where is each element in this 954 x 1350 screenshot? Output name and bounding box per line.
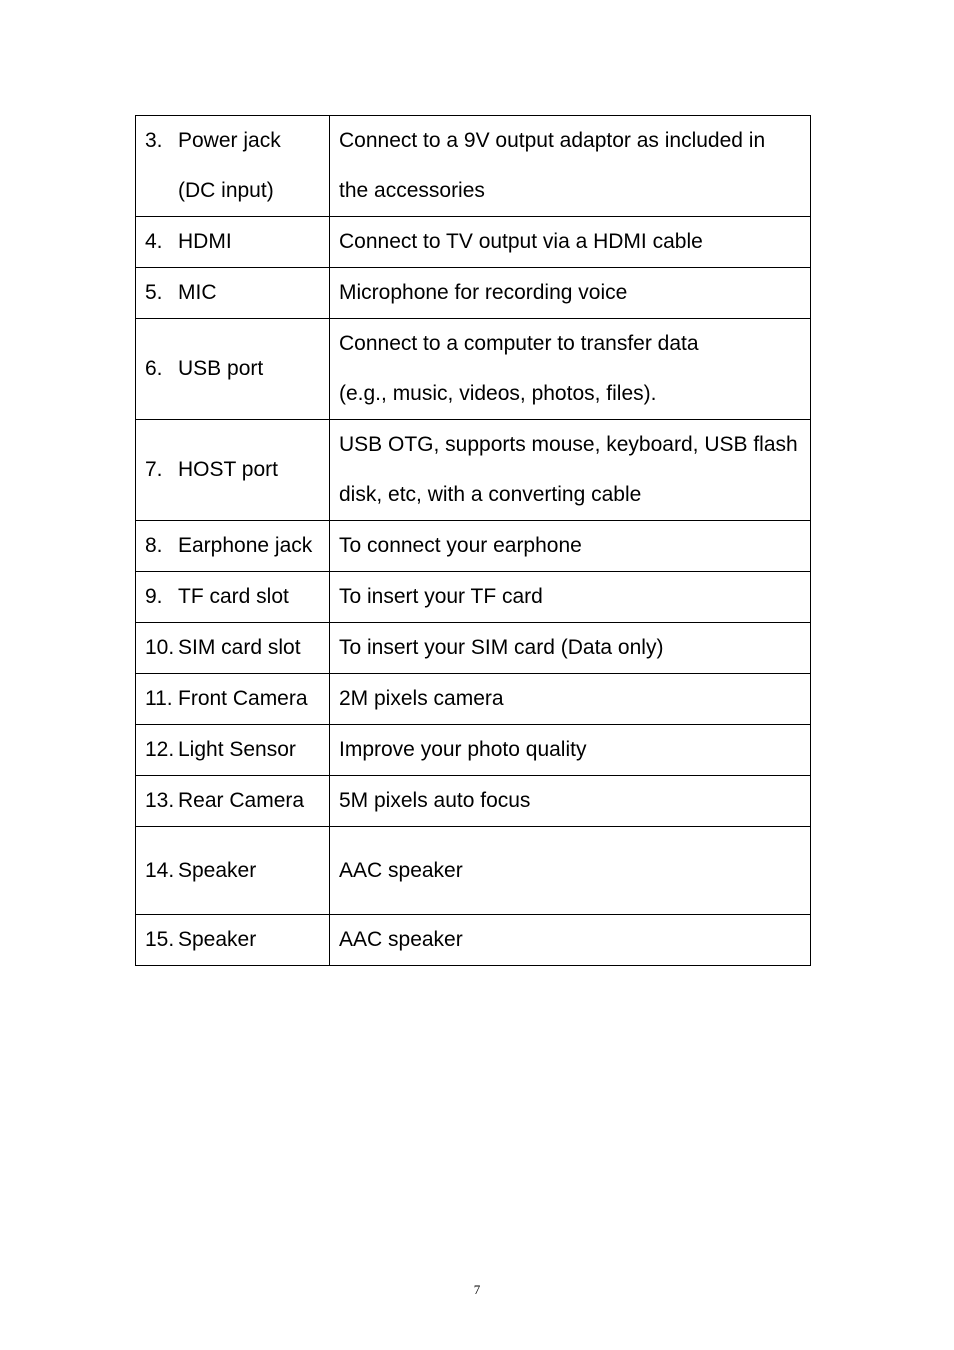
item-number: 5. (145, 281, 163, 304)
description-cell (330, 776, 811, 827)
table-row (136, 268, 811, 319)
item-number: 10. (145, 636, 175, 659)
description-line: To insert your SIM card (Data only) (339, 636, 664, 659)
item-number: 3. (145, 129, 163, 152)
description-line: Connect to a computer to transfer data (339, 332, 699, 355)
feature-name-cell (136, 827, 330, 915)
table-row (136, 420, 811, 521)
description-line: Connect to a 9V output adaptor as included in (339, 129, 766, 152)
feature-name-cell (136, 268, 330, 319)
item-number: 15. (145, 928, 175, 951)
description-cell (330, 915, 811, 966)
table-row (136, 319, 811, 420)
feature-name-cell (136, 420, 330, 521)
feature-label: SIM card slot (178, 636, 301, 659)
description-cell (330, 116, 811, 217)
feature-label: Light Sensor (178, 738, 296, 761)
description-line: AAC speaker (339, 928, 463, 951)
table-row (136, 725, 811, 776)
feature-label: (DC input) (178, 179, 274, 202)
description-line: AAC speaker (339, 858, 463, 882)
description-line: the accessories (339, 179, 485, 202)
feature-label: HDMI (178, 230, 232, 253)
item-number: 13. (145, 789, 175, 812)
item-number: 4. (145, 230, 163, 253)
description-line: 2M pixels camera (339, 687, 504, 710)
description-cell (330, 674, 811, 725)
table-row (136, 915, 811, 966)
table-row (136, 572, 811, 623)
feature-label: Power jack (178, 129, 281, 152)
item-number: 12. (145, 738, 175, 761)
description-line: To insert your TF card (339, 585, 543, 608)
feature-name-cell (136, 915, 330, 966)
feature-name-cell (136, 319, 330, 420)
description-line: disk, etc, with a converting cable (339, 483, 642, 506)
feature-name-cell (136, 623, 330, 674)
description-cell (330, 521, 811, 572)
description-cell (330, 725, 811, 776)
feature-label: MIC (178, 281, 217, 304)
description-line: Microphone for recording voice (339, 281, 628, 304)
description-line: 5M pixels auto focus (339, 789, 531, 812)
feature-label: Speaker (178, 928, 257, 951)
description-line: To connect your earphone (339, 534, 582, 557)
feature-name-cell (136, 776, 330, 827)
table-row (136, 116, 811, 217)
item-number: 9. (145, 585, 163, 608)
table-row (136, 521, 811, 572)
table-row (136, 217, 811, 268)
description-cell (330, 268, 811, 319)
feature-label: HOST port (178, 458, 278, 481)
item-number: 11. (145, 687, 173, 710)
description-line: USB OTG, supports mouse, keyboard, USB flash (339, 433, 798, 456)
description-line: Connect to TV output via a HDMI cable (339, 230, 703, 253)
description-cell (330, 319, 811, 420)
feature-label: Earphone jack (178, 534, 313, 557)
description-line: Improve your photo quality (339, 738, 587, 761)
table-row (136, 827, 811, 915)
feature-label: Speaker (178, 858, 257, 882)
page-number: 7 (473, 1282, 481, 1297)
feature-label: Rear Camera (178, 789, 305, 812)
feature-label: TF card slot (178, 585, 289, 608)
description-cell (330, 623, 811, 674)
feature-name-cell (136, 116, 330, 217)
table-row (136, 623, 811, 674)
feature-label: USB port (178, 357, 264, 380)
description-cell (330, 420, 811, 521)
feature-name-cell (136, 674, 330, 725)
feature-name-cell (136, 572, 330, 623)
table-row (136, 674, 811, 725)
feature-name-cell (136, 217, 330, 268)
description-cell (330, 572, 811, 623)
item-number: 8. (145, 534, 163, 557)
item-number: 7. (145, 458, 163, 481)
table-row (136, 776, 811, 827)
item-number: 6. (145, 357, 163, 380)
description-line: (e.g., music, videos, photos, files). (339, 382, 657, 405)
feature-table (135, 115, 811, 966)
feature-name-cell (136, 521, 330, 572)
feature-name-cell (136, 725, 330, 776)
description-cell (330, 217, 811, 268)
description-cell (330, 827, 811, 915)
feature-label: Front Camera (178, 687, 308, 710)
item-number: 14. (145, 858, 175, 882)
